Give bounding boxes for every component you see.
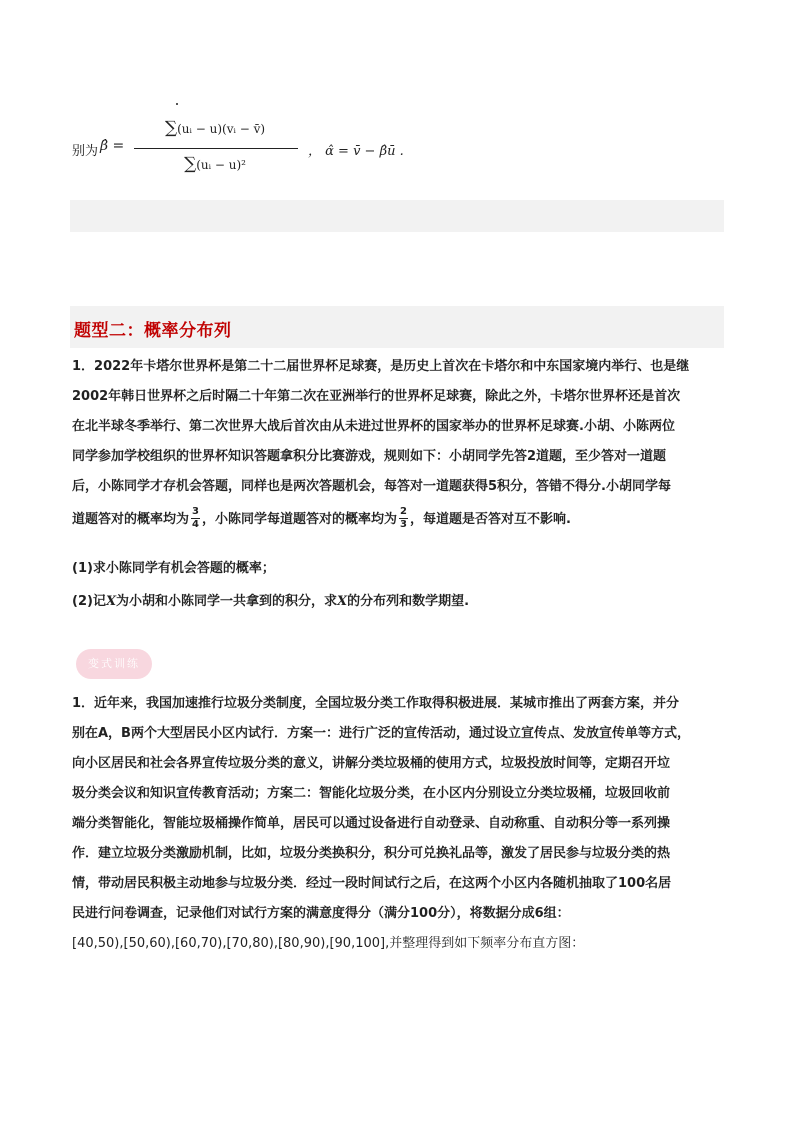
problem-2-line: 向小区居民和社会各界宣传垃圾分类的意义，讲解分类垃圾桶的使用方式，垃圾投放时间等，定期召开垃 bbox=[72, 756, 671, 771]
alpha-hat-expr: ， α̂ = v̄ − β̂ū . bbox=[308, 144, 404, 159]
problem-2-line: 端分类智能化，智能垃圾桶操作简单，居民可以通过设备进行自动登录、自动称重、自动积分等一系列操 bbox=[72, 816, 671, 831]
problem-2-line: 圾分类会议和知识宣传教育活动；方案二：智能化垃圾分类，在小区内分别设立分类垃圾桶，垃圾回收前 bbox=[72, 786, 671, 801]
fraction-numerator bbox=[130, 118, 300, 138]
problem-2-line: 民进行问卷调查，记录他们对试行方案的满意度得分（满分100分），将数据分成6组： bbox=[72, 906, 570, 921]
problem-1-line: 道题答对的概率均为 $\frac{3}{4}$ ，小陈同学每道题答对的概率均为 $\frac{2}{3}$ ，每道题是否答对互不影响. bbox=[72, 506, 571, 530]
numerator-expr: (uᵢ − u)(vᵢ − v̄) bbox=[177, 122, 266, 136]
problem-2-text bbox=[72, 689, 724, 959]
fraction-two-thirds: $\frac{2}{3}$ bbox=[400, 506, 407, 530]
section-header bbox=[70, 306, 724, 348]
variant-training-badge: 变式训练 bbox=[76, 649, 152, 679]
problem-1-line: 1．2022年卡塔尔世界杯是第二十二届世界杯足球赛，是历史上首次在卡塔尔和中东国家境内举行、也是继 bbox=[72, 359, 690, 374]
shaded-blank-box bbox=[70, 200, 724, 232]
stray-dot bbox=[176, 103, 178, 105]
sum-symbol: ∑ bbox=[184, 154, 197, 174]
denominator-expr: (uᵢ − u)² bbox=[196, 158, 246, 172]
problem-number: 1． bbox=[72, 696, 95, 711]
section-title: 题型二：概率分布列 bbox=[74, 321, 232, 341]
problem-2-line: 别在A，B两个大型居民小区内试行．方案一：进行广泛的宣传活动，通过设立宣传点、发放宣传单等方式， bbox=[72, 726, 690, 741]
fraction-denominator bbox=[130, 154, 300, 174]
problem-number: 1． bbox=[72, 359, 95, 374]
formula-lead-text: 别为 bbox=[72, 144, 99, 159]
problem-1-line: 在北半球冬季举行、第二次世界大战后首次由从未进过世界杯的国家举办的世界杯足球赛.小胡、小陈两位 bbox=[72, 419, 675, 434]
beta-hat-symbol: β̂ = bbox=[100, 138, 125, 154]
problem-2-line: 1．近年来，我国加速推行垃圾分类制度，全国垃圾分类工作取得积极进展．某城市推出了两套方案，并分 bbox=[72, 696, 680, 711]
problem-1-line: 2002年韩日世界杯之后时隔二十年第二次在亚洲举行的世界杯足球赛，除此之外，卡塔尔世界杯还是首次 bbox=[72, 389, 681, 404]
regression-formula bbox=[72, 112, 472, 194]
problem-1-text bbox=[72, 352, 724, 538]
sub-question-2: (2)记X为小胡和小陈同学一共拿到的积分，求X的分布列和数学期望. bbox=[72, 594, 470, 609]
problem-1-line: 后，小陈同学才存机会答题，同样也是两次答题机会，每答对一道题获得5积分，答错不得分.小胡同学每 bbox=[72, 479, 671, 494]
problem-2-line: 情，带动居民积极主动地参与垃圾分类．经过一段时间试行之后，在这两个小区内各随机抽取了100名居 bbox=[72, 876, 672, 891]
fraction-bar bbox=[134, 148, 298, 149]
sum-symbol: ∑ bbox=[164, 118, 178, 138]
problem-2-line: [40,50),[50,60),[60,70),[70,80),[80,90),[90,100],并整理得到如下频率分布直方图： bbox=[72, 936, 585, 951]
sub-question-1: (1)求小陈同学有机会答题的概率； bbox=[72, 561, 275, 576]
fraction-three-quarters: $\frac{3}{4}$ bbox=[192, 506, 199, 530]
problem-1-line: 同学参加学校组织的世界杯知识答题拿积分比赛游戏，规则如下：小胡同学先答2道题，至少答对一道题 bbox=[72, 449, 667, 464]
problem-2-line: 作．建立垃圾分类激励机制，比如，垃圾分类换积分，积分可兑换礼品等，激发了居民参与垃圾分类的热 bbox=[72, 846, 671, 861]
